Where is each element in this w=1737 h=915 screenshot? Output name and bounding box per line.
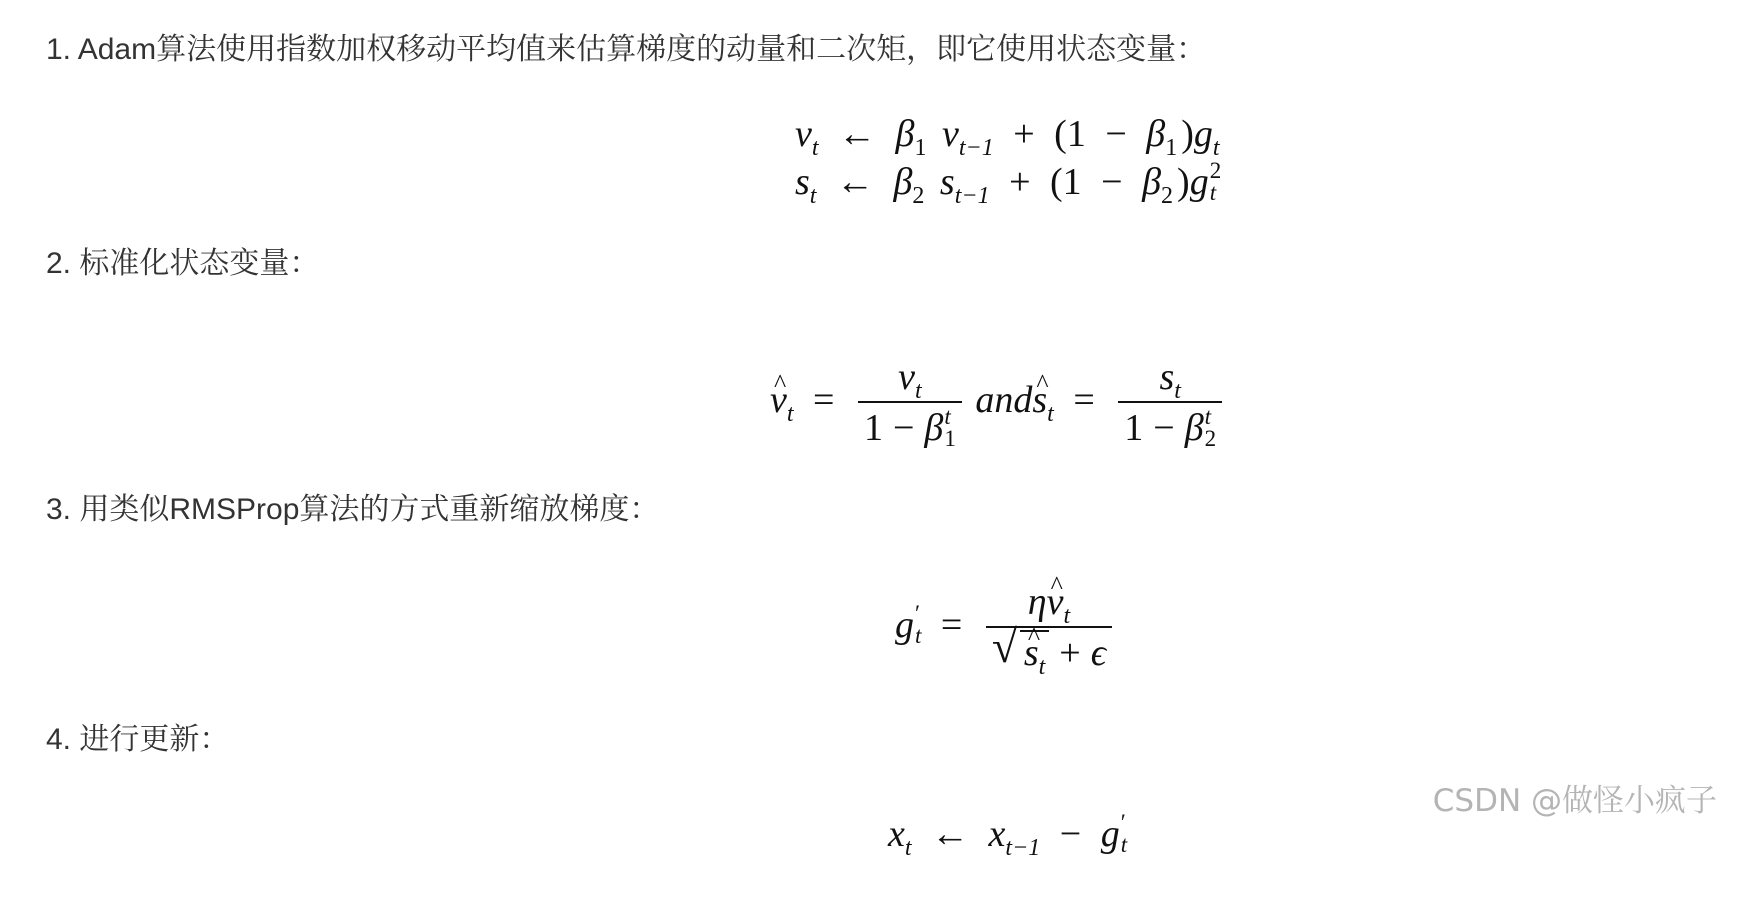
g-symbol: g	[1189, 161, 1209, 203]
minus-sign: −	[1105, 113, 1127, 155]
s-symbol: s	[939, 161, 955, 203]
t-subscript: t	[1063, 603, 1071, 630]
minus-sign: −	[1153, 407, 1175, 450]
v-symbol: v	[941, 113, 959, 155]
right-paren: )	[1177, 161, 1190, 203]
fraction-numerator	[986, 580, 1112, 630]
formula-momentum-block	[795, 110, 1235, 220]
v-hat-symbol: ^ v	[1047, 580, 1064, 624]
left-arrow: ←	[838, 113, 877, 155]
g-symbol: g	[1100, 813, 1120, 855]
right-paren: )	[1181, 113, 1194, 155]
g-prime-sub-stack	[915, 602, 921, 646]
formula-bias-row	[770, 345, 1226, 455]
s-hat-fraction	[1118, 355, 1222, 451]
one-digit: 1	[1124, 407, 1144, 450]
two-subscript: 2	[912, 183, 925, 209]
t-minus-1-subscript: t−1	[958, 135, 994, 161]
t-subscript: t	[1047, 401, 1054, 427]
two-superscript: 2	[1209, 158, 1222, 183]
t-subscript: t	[915, 623, 922, 648]
t-subscript: t	[809, 183, 817, 209]
formula-bias-correction	[770, 345, 1270, 455]
beta-symbol: β	[1142, 161, 1162, 203]
v-symbol: v	[795, 113, 812, 155]
left-arrow: ←	[835, 161, 874, 203]
csdn-watermark: CSDN @做怪小疯子	[1432, 783, 1717, 819]
equals-sign: =	[813, 379, 835, 421]
s-symbol: s	[1159, 356, 1175, 399]
t-superscript: t	[1204, 404, 1212, 430]
plus-sign: +	[1013, 113, 1035, 155]
beta-sup-sub-stack	[944, 404, 956, 452]
formula-rescale-row	[895, 570, 1116, 680]
s-hat-symbol: ^ s	[1032, 345, 1047, 455]
g-sup-sub-stack	[1210, 159, 1222, 203]
v-hat-fraction	[858, 355, 962, 451]
equals-sign: =	[1073, 379, 1095, 421]
one-subscript: 1	[914, 135, 927, 161]
radical-sign: √	[991, 621, 1018, 673]
left-arrow: ←	[931, 813, 970, 855]
beta-sup-sub-stack	[1204, 404, 1217, 452]
t-subscript: t	[904, 835, 912, 861]
prime-mark: ′	[915, 601, 921, 626]
x-symbol: x	[888, 813, 905, 855]
g-symbol: g	[895, 604, 914, 646]
minus-sign: −	[892, 407, 915, 450]
one-subscript: 1	[944, 426, 956, 452]
t-superscript: t	[944, 404, 951, 430]
square-root	[991, 621, 1049, 681]
s-hat-symbol: ^ s	[1024, 632, 1039, 674]
t-subscript: t	[1174, 378, 1181, 405]
left-paren: (	[1050, 161, 1063, 203]
prime-mark: ′	[1120, 810, 1126, 835]
and-text: and	[975, 379, 1033, 421]
radicand	[1020, 630, 1049, 681]
v-hat-symbol: ^ v	[770, 345, 787, 455]
plus-sign: +	[1059, 632, 1081, 675]
one-digit: 1	[1066, 113, 1086, 155]
t-subscript: t	[1212, 135, 1220, 161]
t-subscript: t	[915, 378, 922, 405]
t-subscript: t	[786, 401, 794, 427]
t-subscript: t	[1120, 832, 1128, 857]
eta-symbol: η	[1027, 581, 1047, 624]
t-subscript: t	[1209, 180, 1217, 205]
equals-sign: =	[940, 604, 963, 646]
g-symbol: g	[1193, 113, 1213, 155]
one-digit: 1	[863, 407, 883, 450]
beta-symbol: β	[1146, 113, 1166, 155]
formula-rescale	[895, 570, 1155, 680]
s-symbol: s	[795, 161, 810, 203]
two-subscript: 2	[1161, 183, 1174, 209]
beta-symbol: β	[893, 161, 913, 203]
t-minus-1-subscript: t−1	[954, 183, 990, 209]
plus-sign: +	[1009, 161, 1031, 203]
fraction-denominator	[1118, 401, 1222, 451]
fraction-numerator	[858, 355, 962, 405]
formula-parameter-update	[888, 810, 1188, 870]
minus-sign: −	[1059, 813, 1082, 855]
beta-symbol: β	[924, 407, 944, 450]
one-digit: 1	[1062, 161, 1082, 203]
t-minus-1-subscript: t−1	[1005, 835, 1041, 861]
step-3-text: 3. 用类似RMSProp算法的方式重新缩放梯度：	[46, 493, 660, 526]
v-symbol: v	[898, 356, 916, 399]
beta-symbol: β	[895, 113, 915, 155]
fraction-denominator	[858, 401, 962, 451]
t-subscript: t	[1038, 654, 1046, 681]
g-prime-sub-stack	[1121, 811, 1127, 855]
formula-update-row	[888, 810, 1128, 861]
rescale-fraction	[986, 580, 1112, 681]
fraction-numerator	[1118, 355, 1222, 405]
left-paren: (	[1054, 113, 1067, 155]
epsilon-symbol: ϵ	[1090, 632, 1107, 675]
beta-symbol: β	[1184, 407, 1204, 450]
fraction-denominator	[986, 621, 1112, 681]
minus-sign: −	[1101, 161, 1123, 203]
t-subscript: t	[811, 135, 819, 161]
one-subscript: 1	[1165, 135, 1178, 161]
step-1-text: 1. Adam算法使用指数加权移动平均值来估算梯度的动量和二次矩，即它使用状态变量：	[46, 33, 1207, 66]
formula-v-update	[795, 110, 1220, 161]
two-subscript: 2	[1204, 426, 1217, 452]
step-2-text: 2. 标准化状态变量：	[46, 247, 320, 280]
step-4-text: 4. 进行更新：	[46, 723, 230, 756]
formula-s-update	[795, 158, 1222, 209]
x-symbol: x	[988, 813, 1006, 855]
